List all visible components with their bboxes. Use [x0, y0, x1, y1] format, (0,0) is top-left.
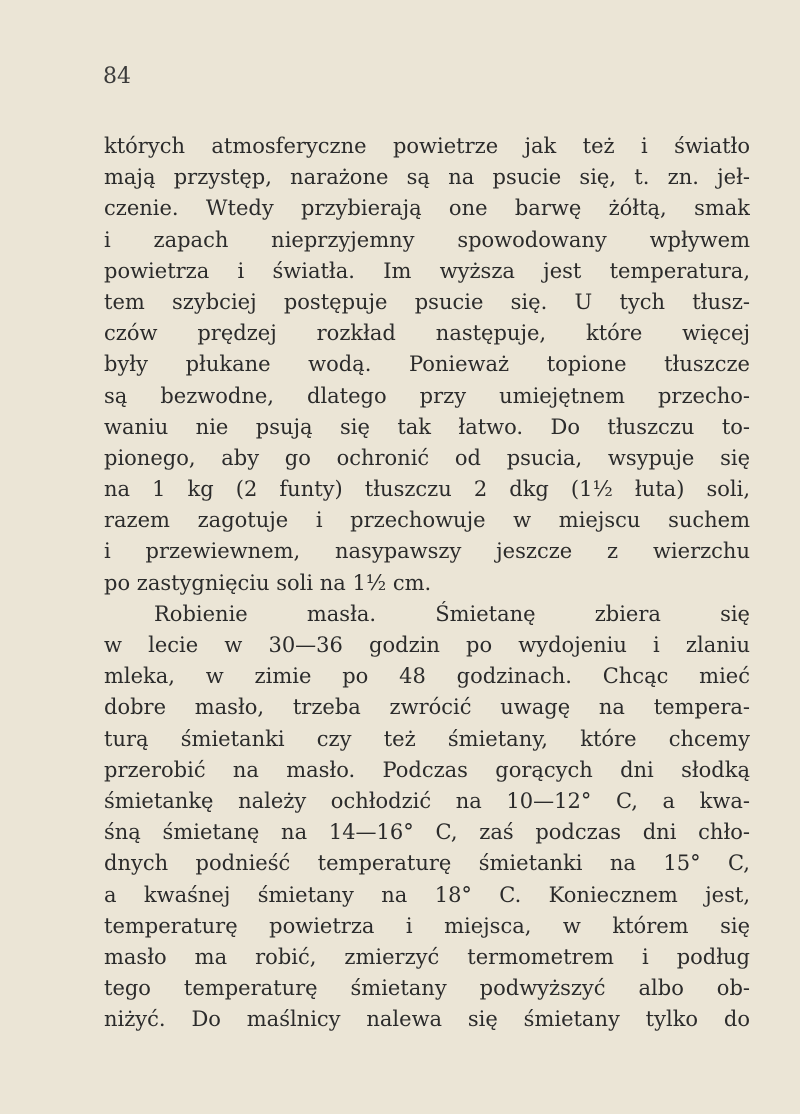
text-line: i przewiewnem, nasypawszy jeszcze z wierzchu [104, 539, 750, 564]
text-line: dnych podnieść temperaturę śmietanki na 15° C, [104, 851, 750, 876]
text-line: powietrza i światła. Im wyższa jest temperatura, [104, 258, 750, 283]
text-line: były płukane wodą. Ponieważ topione tłuszcze [104, 352, 750, 377]
body-text [104, 131, 750, 1035]
text-line: są bezwodne, dlatego przy umiejętnem przecho- [104, 383, 750, 408]
text-line: tem szybciej postępuje psucie się. U tych tłusz- [104, 289, 750, 314]
text-line: śmietankę należy ochłodzić na 10—12° C, a kwa- [104, 788, 750, 813]
text-line: śną śmietanę na 14—16° C, zaś podczas dni chło- [104, 820, 750, 845]
text-line: i zapach nieprzyjemny spowodowany wpływem [104, 227, 750, 252]
text-line: temperaturę powietrza i miejsca, w którem się [104, 913, 750, 938]
text-line: niżyć. Do maślnicy nalewa się śmietany tylko do [104, 1007, 750, 1032]
section-heading-line: Robienie masła. Śmietanę zbiera się [154, 601, 750, 626]
text-line: czów prędzej rozkład następuje, które więcej [104, 321, 750, 346]
text-line: w lecie w 30—36 godzin po wydojeniu i zlaniu [104, 633, 750, 657]
text-line: pionego, aby go ochronić od psucia, wsypuje się [104, 445, 750, 470]
text-line: masło ma robić, zmierzyć termometrem i podług [104, 944, 750, 969]
text-line: tego temperaturę śmietany podwyższyć albo ob- [104, 976, 750, 1001]
text-line: a kwaśnej śmietany na 18° C. Koniecznem jest, [104, 882, 750, 907]
text-line: których atmosferyczne powietrze jak też i światło [104, 134, 750, 158]
text-line: mleka, w zimie po 48 godzinach. Chcąc mieć [104, 664, 750, 689]
text-line: waniu nie psują się tak łatwo. Do tłuszczu to- [104, 414, 750, 439]
text-line: dobre masło, trzeba zwrócić uwagę na tempera- [104, 695, 750, 720]
text-line: czenie. Wtedy przybierają one barwę żółtą, smak [104, 196, 750, 221]
page-number: 84 [103, 64, 131, 89]
text-line: razem zagotuje i przechowuje w miejscu suchem [104, 508, 750, 533]
text-line: mają przystęp, narażone są na psucie się, t. zn. jeł- [104, 165, 750, 190]
text-line: na 1 kg (2 funty) tłuszczu 2 dkg (1½ łuta) soli, [104, 477, 750, 502]
text-line: turą śmietanki czy też śmietany, które chcemy [104, 726, 750, 751]
text-line: przerobić na masło. Podczas gorących dni słodką [104, 757, 750, 782]
paragraph-end-line: po zastygnięciu soli na 1½ cm. [104, 570, 432, 595]
